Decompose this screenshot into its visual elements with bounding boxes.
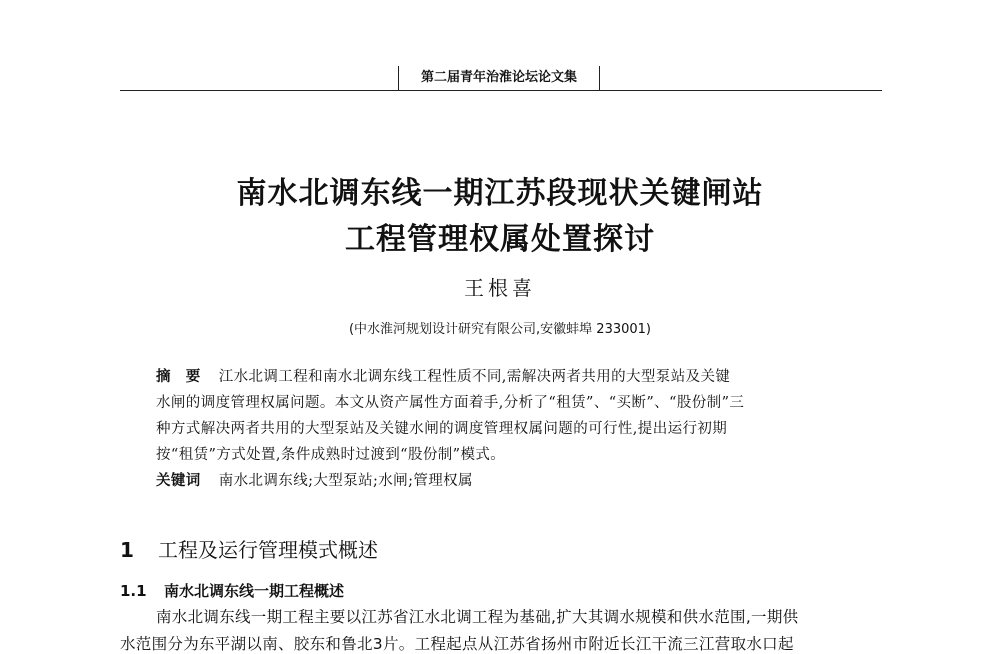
subsection-title: 南水北调东线一期工程概述 — [164, 582, 345, 600]
subsection-heading — [120, 580, 344, 601]
body-text-line-2: 水范围分为东平湖以南、胶东和鲁北3片。工程起点从江苏省扬州市附近长江干流三江营取水口起 — [120, 635, 794, 653]
affiliation: (中水淮河规划设计研究有限公司,安徽蚌埠 233001) — [348, 322, 652, 337]
abstract-line-3: 种方式解决两者共用的大型泵站及关键水闸的调度管理权属问题的可行性,提出运行初期 — [156, 421, 728, 437]
abstract-line-1 — [156, 364, 846, 390]
abstract-line-4: 按“租赁”方式处置,条件成熟时过渡到“股份制”模式。 — [156, 447, 506, 463]
keywords-label: 关键词 — [156, 473, 201, 489]
section-number: 1 — [120, 538, 134, 562]
keywords-line — [156, 468, 846, 494]
abstract-text: 江水北调工程和南水北调东线工程性质不同,需解决两者共用的大型泵站及关键 — [218, 369, 731, 385]
paper-title-line-1: 南水北调东线一期江苏段现状关键闸站 — [236, 176, 764, 211]
abstract-line-2: 水闸的调度管理权属问题。本文从资产属性方面着手,分析了“租赁”、“买断”、“股份制”三 — [156, 395, 745, 411]
running-header: 第二届青年治淮论坛论文集 — [398, 66, 600, 90]
section-heading — [120, 534, 378, 563]
subsection-number: 1.1 — [120, 582, 147, 600]
paper-title-line-2: 工程管理权属处置探讨 — [345, 222, 655, 257]
abstract-label: 摘 要 — [156, 369, 201, 385]
author-name: 王根喜 — [464, 276, 536, 300]
keywords-text: 南水北调东线;大型泵站;水闸;管理权属 — [218, 473, 473, 489]
body-text-line-1: 南水北调东线一期工程主要以江苏省江水北调工程为基础,扩大其调水规模和供水范围,一期供 — [156, 608, 799, 626]
section-title: 工程及运行管理模式概述 — [158, 538, 378, 562]
header-rule — [120, 90, 882, 91]
